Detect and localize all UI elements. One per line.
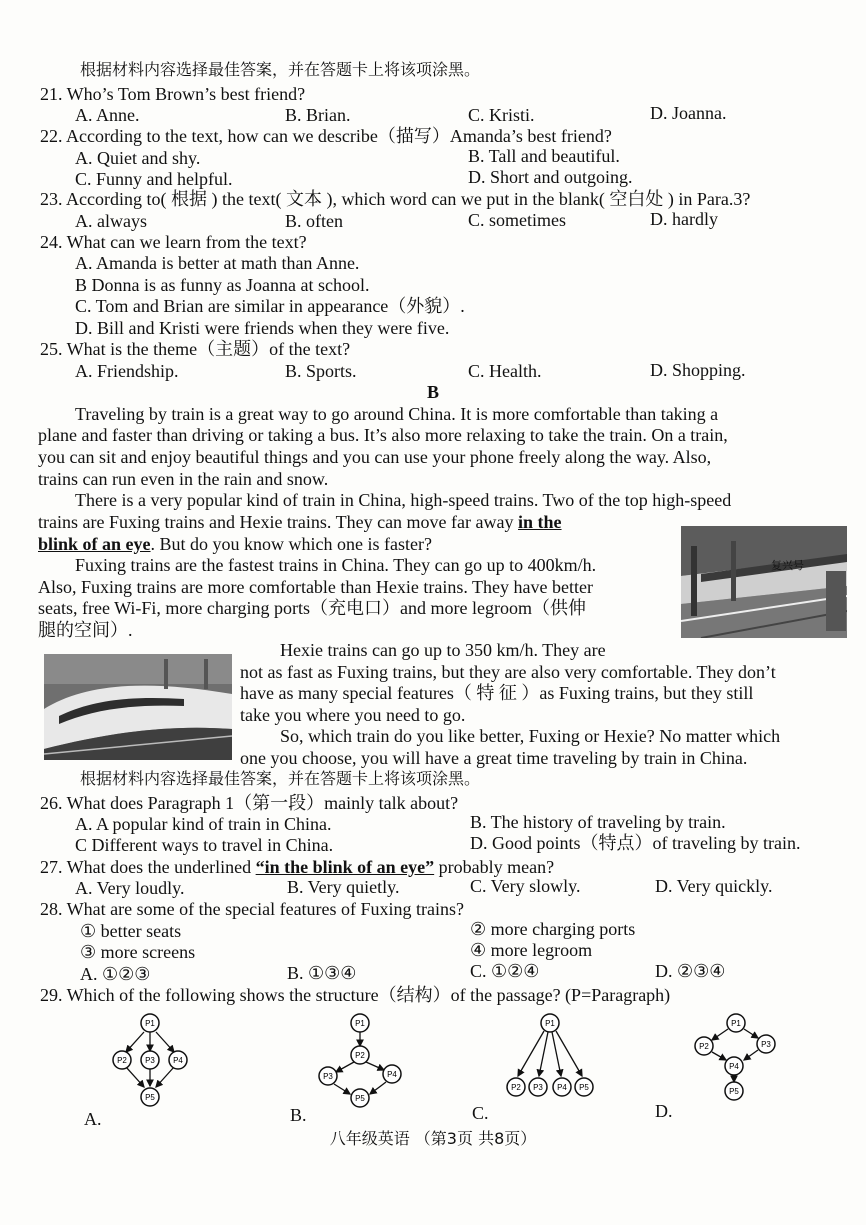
q28-option-b: B. ①③④ xyxy=(287,963,357,983)
q27-option-b: B. Very quietly. xyxy=(287,877,400,897)
node-label-p3: P3 xyxy=(761,1040,771,1049)
q21-option-c: C. Kristi. xyxy=(468,105,535,125)
underlined-phrase-part-1: in the xyxy=(518,512,562,532)
passage-p2-line-3-text: . But do you know which one is faster? xyxy=(150,534,432,554)
instruction-a: 根据材料内容选择最佳答案，并在答题卡上将该项涂黑。 xyxy=(80,60,481,79)
q22-option-d: D. Short and outgoing. xyxy=(468,167,633,187)
question-21-stem: 21. Who’s Tom Brown’s best friend? xyxy=(40,84,306,104)
q24-option-d: D. Bill and Kristi were friends when they were five. xyxy=(75,318,450,338)
underlined-phrase-part-2: blink of an eye xyxy=(38,534,151,554)
passage-p2-line-2-text: trains are Fuxing trains and Hexie trains. They can move far away xyxy=(38,512,519,532)
q22-option-b: B. Tall and beautiful. xyxy=(468,146,620,166)
passage-p2-line-1: There is a very popular kind of train in China, high-speed trains. Two of the top high-speed xyxy=(75,490,732,510)
question-26-stem: 26. What does Paragraph 1（第一段）mainly talk about? xyxy=(40,793,459,813)
question-22-stem: 22. According to the text, how can we describe（描写）Amanda’s best friend? xyxy=(40,126,612,146)
node-label-p3: P3 xyxy=(323,1072,333,1081)
q21-option-b: B. Brian. xyxy=(285,105,351,125)
node-label-p2: P2 xyxy=(699,1042,709,1051)
hexie-train-photo xyxy=(44,654,232,760)
q22-option-a: A. Quiet and shy. xyxy=(75,148,201,168)
passage-p4-line-1: Hexie trains can go up to 350 km/h. They are xyxy=(280,640,606,660)
structure-diagram-c xyxy=(504,1012,596,1100)
structure-diagram-a xyxy=(108,1012,192,1110)
q27-option-c: C. Very slowly. xyxy=(470,876,581,896)
node-label-p2: P2 xyxy=(511,1083,521,1092)
q28-option-a: A. ①②③ xyxy=(80,964,151,984)
q25-option-b: B. Sports. xyxy=(285,361,357,381)
q27-stem-post: probably mean? xyxy=(434,857,555,877)
q26-option-c: C Different ways to travel in China. xyxy=(75,835,334,855)
q26-option-d: D. Good points（特点）of traveling by train. xyxy=(470,833,801,853)
structure-diagram-b xyxy=(314,1012,406,1110)
q28-option-c: C. ①②④ xyxy=(470,961,540,981)
passage-p1-line-4: trains can run even in the rain and snow. xyxy=(38,469,329,489)
passage-p4-line-2: not as fast as Fuxing trains, but they are also very comfortable. They don’t xyxy=(240,662,776,682)
question-25-stem: 25. What is the theme（主题）of the text? xyxy=(40,339,351,359)
question-23-stem: 23. According to( 根据 ) the text( 文本 ), which word can we put in the blank( 空白处 ) in Para.3? xyxy=(40,189,751,209)
q24-option-c: C. Tom and Brian are similar in appearance（外貌）. xyxy=(75,296,465,316)
node-label-p4: P4 xyxy=(173,1056,183,1065)
node-label-p5: P5 xyxy=(355,1094,365,1103)
q29-option-a: A. xyxy=(84,1109,102,1129)
node-label-p1: P1 xyxy=(545,1019,555,1028)
node-label-p4: P4 xyxy=(729,1062,739,1071)
fuxing-train-photo xyxy=(681,526,847,638)
node-label-p5: P5 xyxy=(579,1083,589,1092)
q23-option-d: D. hardly xyxy=(650,209,718,229)
passage-p3-line-4: 腿的空间）. xyxy=(38,620,133,640)
passage-p1-line-1: Traveling by train is a great way to go around China. It is more comfortable than taking a xyxy=(75,404,719,424)
node-label-p4: P4 xyxy=(387,1070,397,1079)
q28-feature-3: ③ more screens xyxy=(80,942,196,962)
node-label-p4: P4 xyxy=(557,1083,567,1092)
q25-option-d: D. Shopping. xyxy=(650,360,746,380)
question-28-stem: 28. What are some of the special features of Fuxing trains? xyxy=(40,899,465,919)
q24-option-a: A. Amanda is better at math than Anne. xyxy=(75,253,360,273)
node-label-p1: P1 xyxy=(145,1019,155,1028)
q27-stem-pre: 27. What does the underlined xyxy=(40,857,256,877)
passage-p5-line-2: one you choose, you will have a great time traveling by train in China. xyxy=(240,748,748,768)
node-label-p1: P1 xyxy=(731,1019,741,1028)
q21-option-a: A. Anne. xyxy=(75,105,140,125)
node-label-p2: P2 xyxy=(117,1056,127,1065)
passage-p3-line-3: seats, free Wi-Fi, more charging ports（充电口）and more legroom（供伸 xyxy=(38,598,586,618)
passage-p3-line-2: Also, Fuxing trains are more comfortable than Hexie trains. They have better xyxy=(38,577,593,597)
structure-diagram-d xyxy=(690,1012,782,1102)
section-b-heading: B xyxy=(426,382,439,402)
q23-option-b: B. often xyxy=(285,211,343,231)
node-label-p1: P1 xyxy=(355,1019,365,1028)
q22-option-c: C. Funny and helpful. xyxy=(75,169,233,189)
q23-option-c: C. sometimes xyxy=(468,210,566,230)
q23-option-a: A. always xyxy=(75,211,147,231)
passage-p2-line-3 xyxy=(38,533,432,555)
question-29-stem: 29. Which of the following shows the structure（结构）of the passage? (P=Paragraph) xyxy=(40,985,671,1005)
node-label-p2: P2 xyxy=(355,1051,365,1060)
q26-option-b: B. The history of traveling by train. xyxy=(470,812,726,832)
q25-option-c: C. Health. xyxy=(468,361,542,381)
q21-option-d: D. Joanna. xyxy=(650,103,727,123)
q28-option-d: D. ②③④ xyxy=(655,961,726,981)
passage-p1-line-2: plane and faster than driving or taking a bus. It’s also more relaxing to take the train. On a train, xyxy=(38,425,728,445)
passage-p4-line-4: take you where you need to go. xyxy=(240,705,466,725)
q27-option-d: D. Very quickly. xyxy=(655,876,773,896)
q28-feature-4: ④ more legroom xyxy=(470,940,593,960)
node-label-p5: P5 xyxy=(145,1093,155,1102)
instruction-b: 根据材料内容选择最佳答案，并在答题卡上将该项涂黑。 xyxy=(80,769,481,788)
passage-p4-line-3: have as many special features（ 特 征 ）as Fuxing trains, but they still xyxy=(240,683,754,703)
q26-option-a: A. A popular kind of train in China. xyxy=(75,814,332,834)
passage-p3-line-1: Fuxing trains are the fastest trains in China. They can go up to 400km/h. xyxy=(75,555,597,575)
train-sign-text: 复兴号 xyxy=(771,560,804,572)
q27-option-a: A. Very loudly. xyxy=(75,878,185,898)
q25-option-a: A. Friendship. xyxy=(75,361,179,381)
q29-option-d: D. xyxy=(655,1101,673,1121)
q29-option-b: B. xyxy=(290,1105,307,1125)
q28-feature-1: ① better seats xyxy=(80,921,182,941)
node-label-p3: P3 xyxy=(145,1056,155,1065)
q28-feature-2: ② more charging ports xyxy=(470,919,636,939)
node-label-p5: P5 xyxy=(729,1087,739,1096)
q27-underlined-phrase: “in the blink of an eye” xyxy=(255,857,435,877)
node-label-p3: P3 xyxy=(533,1083,543,1092)
passage-p5-line-1: So, which train do you like better, Fuxing or Hexie? No matter which xyxy=(280,726,781,746)
q24-option-b: B Donna is as funny as Joanna at school. xyxy=(75,275,370,295)
q29-option-c: C. xyxy=(472,1103,489,1123)
passage-p2-line-2 xyxy=(38,511,562,533)
passage-p1-line-3: you can sit and enjoy beautiful things and you can use your phone freely along the way. Also, xyxy=(38,447,712,467)
question-24-stem: 24. What can we learn from the text? xyxy=(40,232,307,252)
page-footer: 八年级英语 （第3页 共8页） xyxy=(329,1129,537,1148)
